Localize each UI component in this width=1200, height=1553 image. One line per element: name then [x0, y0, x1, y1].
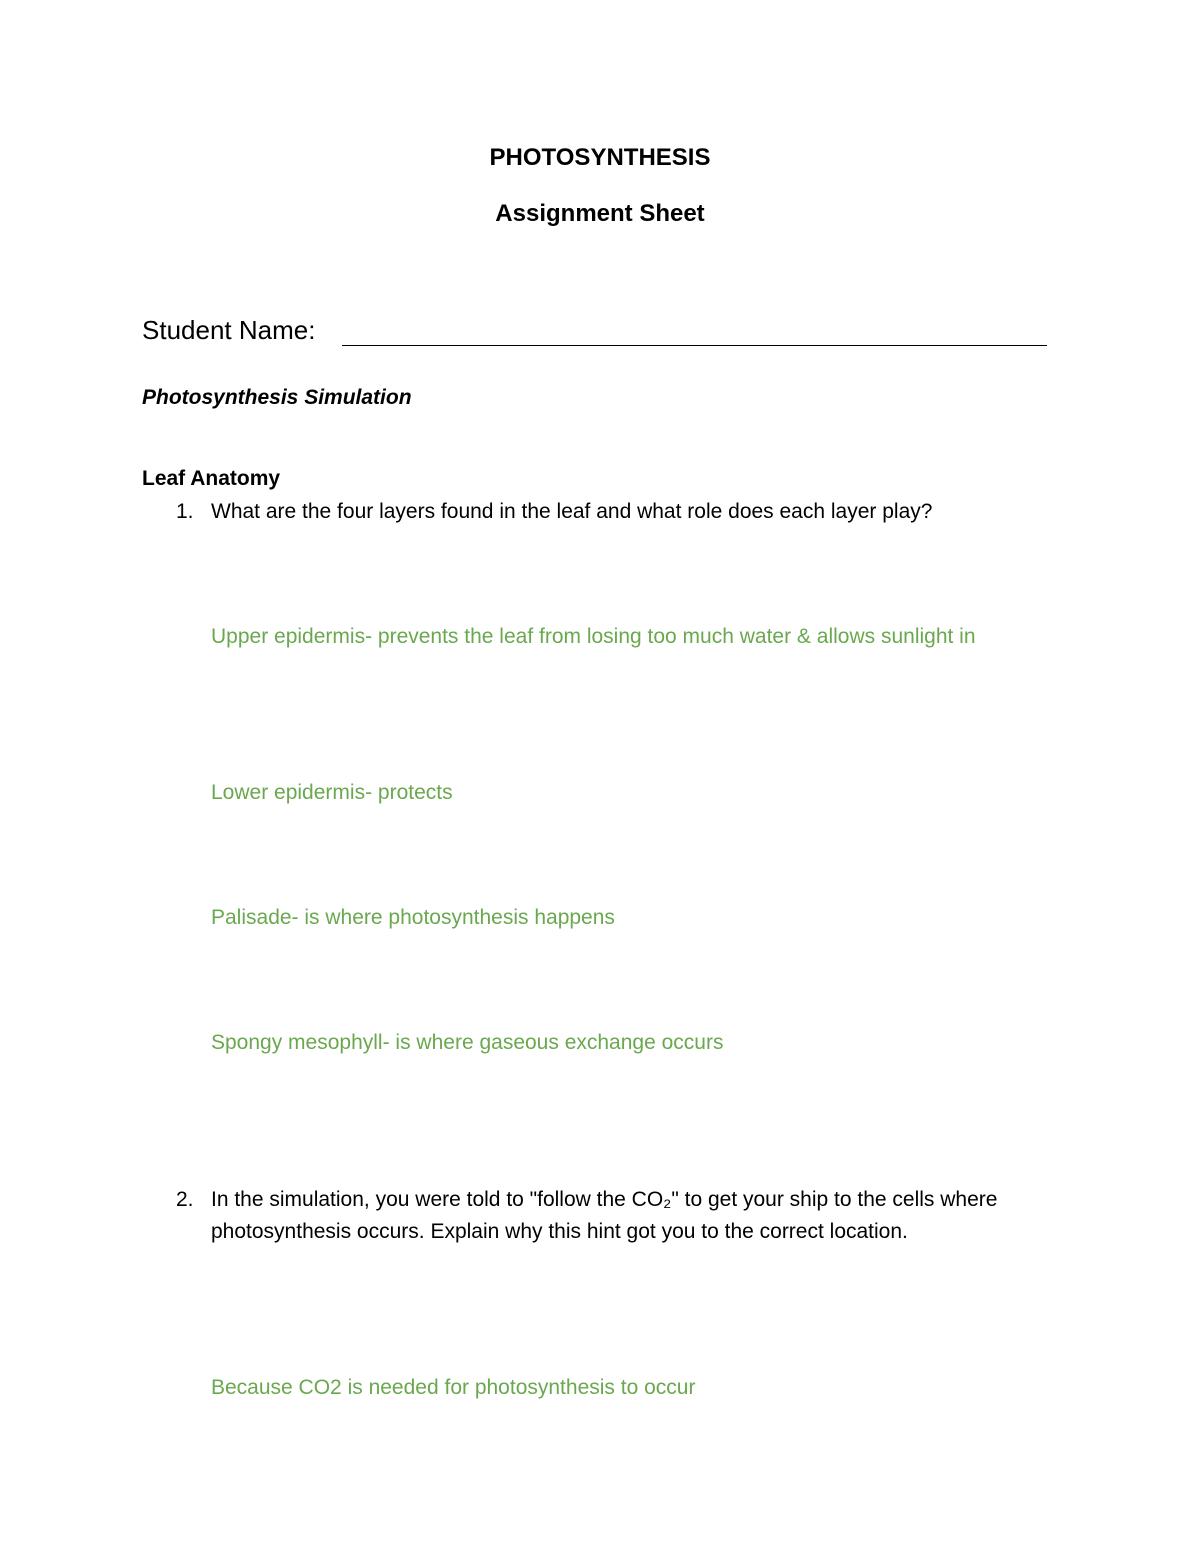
question-text: In the simulation, you were told to "follow the CO₂" to get your ship to the cells where photosynthesis occurs. Explain why this hint got you to the correct location. — [211, 1188, 998, 1243]
student-name-blank-line[interactable] — [342, 345, 1047, 346]
question-text: What are the four layers found in the leaf and what role does each layer play? — [211, 500, 933, 523]
section-heading-leaf-anatomy: Leaf Anatomy — [142, 467, 281, 490]
answer-text: Because CO2 is needed for photosynthesis to occur — [211, 1376, 696, 1399]
student-name-label: Student Name: — [142, 315, 316, 345]
answer-text: Lower epidermis- protects — [211, 781, 453, 804]
document-subtitle: Assignment Sheet — [495, 200, 705, 227]
document-title: PHOTOSYNTHESIS — [489, 144, 711, 171]
section-heading-simulation: Photosynthesis Simulation — [142, 386, 412, 409]
question-number: 2. — [176, 1188, 194, 1211]
question-number: 1. — [176, 500, 194, 523]
answer-text: Palisade- is where photosynthesis happens — [211, 906, 615, 929]
answer-text: Upper epidermis- prevents the leaf from losing too much water & allows sunlight in — [211, 625, 976, 648]
student-name-row — [142, 314, 1052, 348]
answer-text: Spongy mesophyll- is where gaseous exchange occurs — [211, 1031, 724, 1054]
